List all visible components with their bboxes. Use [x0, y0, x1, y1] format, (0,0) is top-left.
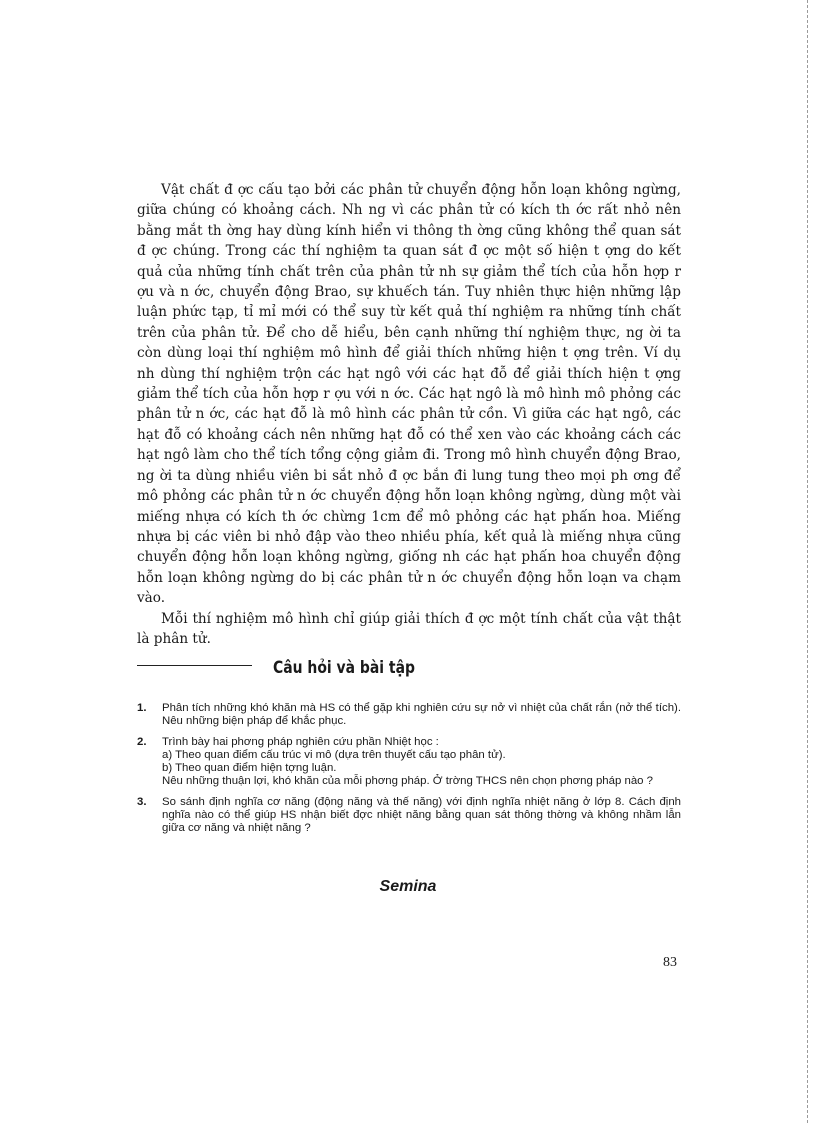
- body-text: [137, 180, 681, 649]
- question-item: [137, 796, 681, 835]
- question-number: 2.: [137, 736, 147, 748]
- question-item: [137, 702, 681, 728]
- page-edge-line: [807, 0, 808, 1123]
- body-paragraph-2: Mỗi thí nghiệm mô hình chỉ giúp giải thích đ ợc một tính chất của vật thật là phân tử.: [137, 610, 681, 647]
- question-line: Phân tích những khó khăn mà HS có thể gặp khi nghiên cứu sự nở vì nhiệt của chất rắn (nở thể tích). Nêu những biện pháp để khắc phục.: [162, 702, 681, 727]
- question-number: 3.: [137, 796, 147, 808]
- question-line: a) Theo quan điểm cấu trúc vi mô (dựa trên thuyết cấu tạo phân tử).: [162, 749, 506, 761]
- question-number: 1.: [137, 702, 147, 714]
- question-line: Nêu những thuận lợi, khó khăn của mỗi phơng pháp. Ở trờng THCS nên chọn phơng pháp nào ?: [162, 775, 653, 787]
- question-list: [137, 702, 681, 843]
- signature: Semina: [379, 878, 437, 895]
- section-title: Câu hỏi và bài tập: [273, 658, 415, 678]
- question-text: [162, 736, 681, 788]
- section-rule: [137, 665, 252, 666]
- body-paragraph-1: Vật chất đ ợc cấu tạo bởi các phân tử chuyển động hỗn loạn không ngừng, giữa chúng có khoảng cách. Nh ng vì các phân tử có kích th ớc rất nhỏ nên bằng mắt th ờng hay dùng kính hiển vi thông th ờng cũng không thể quan sát đ ợc chúng. Trong các thí nghiệm ta quan sát đ ợc một số hiện t ợng do kết quả của những tính chất trên của phân tử nh sự giảm thể tích của hỗn hợp r ợu và n ớc, chuyển động Brao, sự khuếch tán. Tuy nhiên thực hiện những lập luận phức tạp, tỉ mỉ mới có thể suy từ kết quả thí nghiệm ra những tính chất trên của phân tử. Để cho dễ hiểu, bên cạnh những thí nghiệm thực, ng ời ta còn dùng loại thí nghiệm mô hình để giải thích những hiện t ợng trên. Ví dụ nh dùng thí nghiệm trộn các hạt ngô với các hạt đỗ để giải thích hiện t ợng giảm thể tích của hỗn hợp r ợu với n ớc. Các hạt ngô là mô hình mô phỏng các phân tử n ớc, các hạt đỗ là mô hình các phân tử cồn. Vì giữa các hạt ngô, các hạt đỗ có khoảng cách nên những hạt đỗ có thể xen vào các khoảng cách các hạt ngô làm cho thể tích tổng cộng giảm đi. Trong mô hình chuyển động Brao, ng ời ta dùng nhiều viên bi sắt nhỏ đ ợc bắn đi lung tung theo mọi ph ơng để mô phỏng các phân tử n ớc chuyển động hỗn loạn không ngừng, dùng một vài miếng nhựa có kích th ớc chừng 1cm để mô phỏng các hạt phấn hoa. Miếng nhựa bị các viên bi nhỏ đập vào theo nhiều phía, kết quả là miếng nhựa cũng chuyển động hỗn loạn không ngừng, giống nh các hạt phấn hoa chuyển động hỗn loạn không ngừng do bị các phân tử n ớc chuyển động hỗn loạn va chạm vào.: [137, 182, 681, 607]
- question-text: [162, 796, 681, 835]
- question-text: [162, 702, 681, 728]
- question-item: [137, 736, 681, 788]
- question-line: Trình bày hai phơng pháp nghiên cứu phần Nhiệt học :: [162, 736, 439, 748]
- question-line: So sánh định nghĩa cơ năng (động năng và thế năng) với định nghĩa nhiệt năng ở lớp 8. Cách định nghĩa nào có thể giúp HS nhận biết đợc nhiệt năng bằng quan sát thông thờng và không nhầm lẫn giữa cơ năng và nhiệt năng ?: [162, 796, 681, 834]
- page-number: 83: [663, 955, 677, 970]
- question-line: b) Theo quan điểm hiện tợng luận.: [162, 762, 337, 774]
